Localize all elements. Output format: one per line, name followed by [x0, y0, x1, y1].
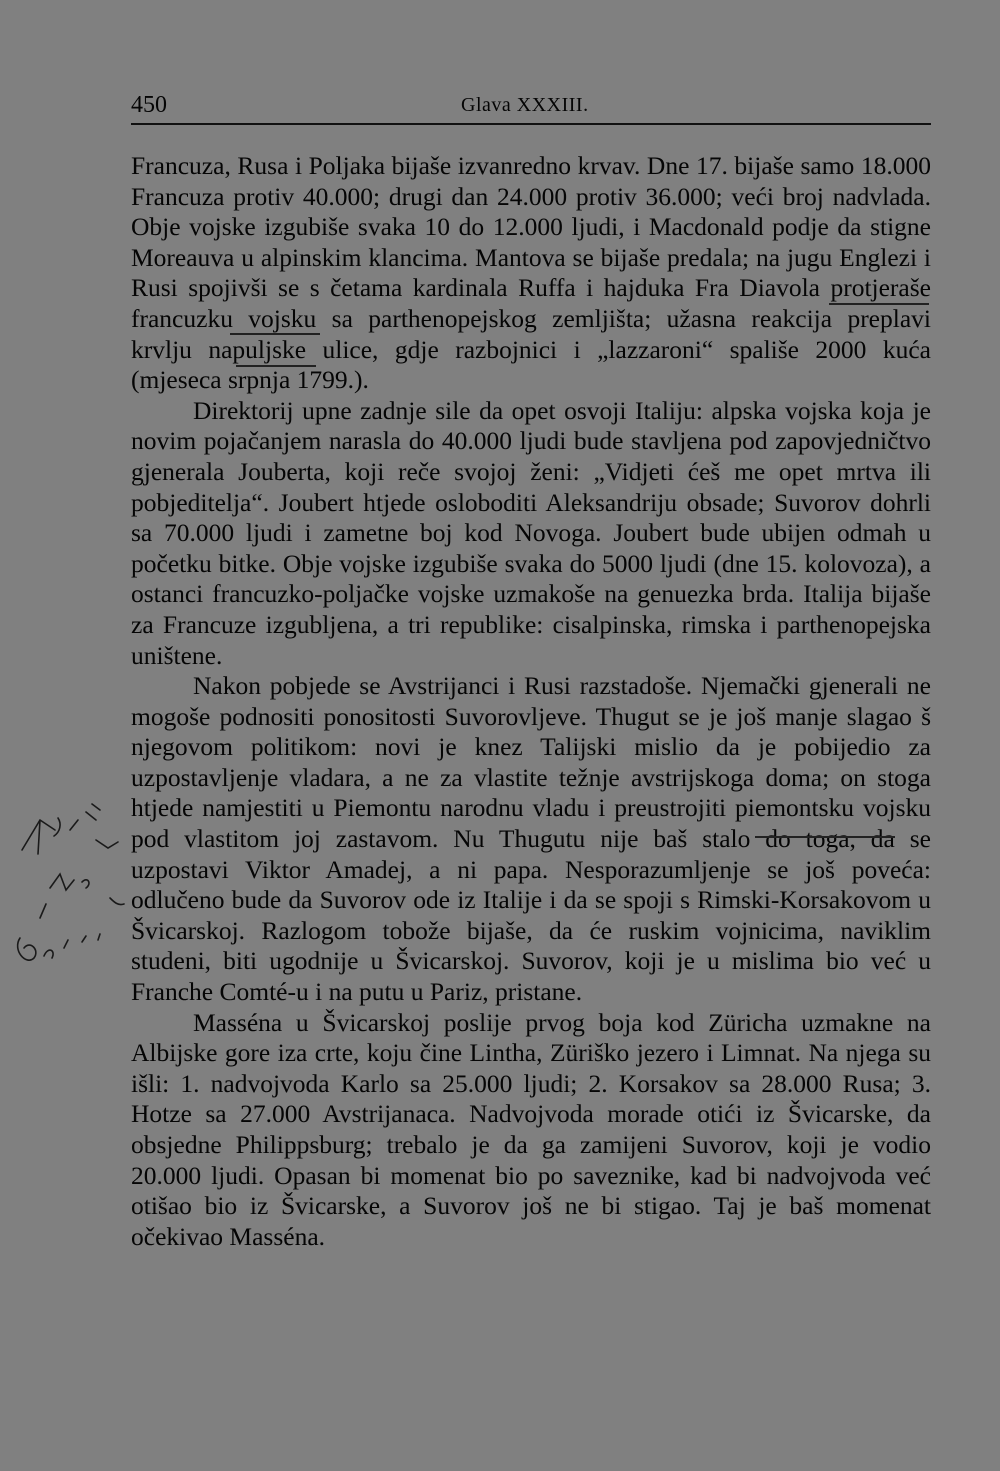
- paragraph-2: Direktorij upne zadnje sile da opet osvoji Italiju: alpska vojska koja je novim pojačanjem narasla do 40.000 ljudi bude stavljena pod zapovjedničtvo gjenerala Jouberta, koji reče svojoj ženi: „Vidjeti ćeš me opet mrtva ili pobjeditelja“. Joubert htjede osloboditi Aleksandriju obsade; Suvorov dohrli sa 70.000 ljudi i zametne boj kod Novoga. Joubert bude ubijen odmah u početku bitke. Obje vojske izgubiše svaka do 5000 ljudi (dne 15. kolovoza), a ostanci francuzko-poljačke vojske uzmakoše na genuezka brda. Italija bijaše za Francuze izgubljena, a tri republike: cisalpinska, rimska i parthenopejska uništene.: [131, 395, 931, 670]
- pencil-underline: [829, 303, 929, 305]
- paragraph-4: Masséna u Švicarskoj poslije prvog boja kod Züricha uzmakne na Albijske gore iza crte, koju čine Lintha, Züriško jezero i Limnat. Na njega su išli: 1. nadvojvoda Karlo sa 25.000 ljudi; 2. Korsakov sa 28.000 Rusa; 3. Hotze sa 27.000 Avstrijanaca. Nadvojvoda morade otići iz Švicarske, da obsjedne Philippsburg; trebalo je da ga zamijeni Suvorov, koji je vodio 20.000 ljudi. Opasan bi momenat bio po saveznike, kad bi nadvojvoda već otišao bio iz Švicarske, a Suvorov još ne bi stigao. Taj je baš momenat očekivao Masséna.: [131, 1007, 931, 1251]
- pencil-underline: [755, 836, 895, 838]
- header-rule: [131, 123, 931, 125]
- pencil-underline: [230, 333, 320, 335]
- page-header: [131, 88, 931, 124]
- paragraph-1: Francuza, Rusa i Poljaka bijaše izvanredno krvav. Dne 17. bijaše samo 18.000 Francuza protiv 40.000; drugi dan 24.000 protiv 36.000; veći broj nadvlada. Obje vojske izgubiše svaka 10 do 12.000 ljudi, i Macdonald podje da stigne Moreauva u alpinskim klancima. Mantova se bijaše predala; na jugu Englezi i Rusi spojivši se s četama kardinala Ruffa i hajduka Fra Diavola protjeraše francuzku vojsku sa parthenopejskog zemljišta; užasna reakcija preplavi krvlju napuljske ulice, gdje razbojnici i „lazzaroni“ spališe 2000 kuća (mjeseca srpnja 1799.).: [131, 151, 931, 395]
- page-number: 450: [131, 92, 167, 118]
- paragraph-3: Nakon pobjede se Avstrijanci i Rusi razstadoše. Njemački gjenerali ne mogoše podnositi ponositosti Suvorovljeve. Thugut se je još manje slagao š njegovom politikom: novi je knez Talijski mislio da je pobijedio za uzpostavljenje vladara, a ne za vlastite težnje avstrijskoga doma; on stoga htjede namjestiti u Piemontu narodnu vladu i preustrojiti piemontsku vojsku pod vlastitom joj zastavom. Nu Thugutu nije baš stalo do toga, da se uzpostavi Viktor Amadej, a ni papa. Nesporazumljenje se još poveća: odlučeno bude da Suvorov ode iz Italije i da se spoji s Rimski-Korsakovom u Švicarskoj. Razlogom tobože bijaše, da će ruskim vojnicima, naviklim studeni, biti ugodnije u Švicarskoj. Suvorov, koji je u mislima bio već u Franche Comté-u i na putu u Pariz, pristane.: [131, 671, 931, 1007]
- pencil-underline: [236, 365, 316, 367]
- chapter-title: Glava XXXIII.: [461, 94, 589, 116]
- margin-annotations: [0, 790, 130, 1010]
- body-text: [131, 151, 931, 1252]
- pencil-scribble-icon: [0, 790, 130, 1010]
